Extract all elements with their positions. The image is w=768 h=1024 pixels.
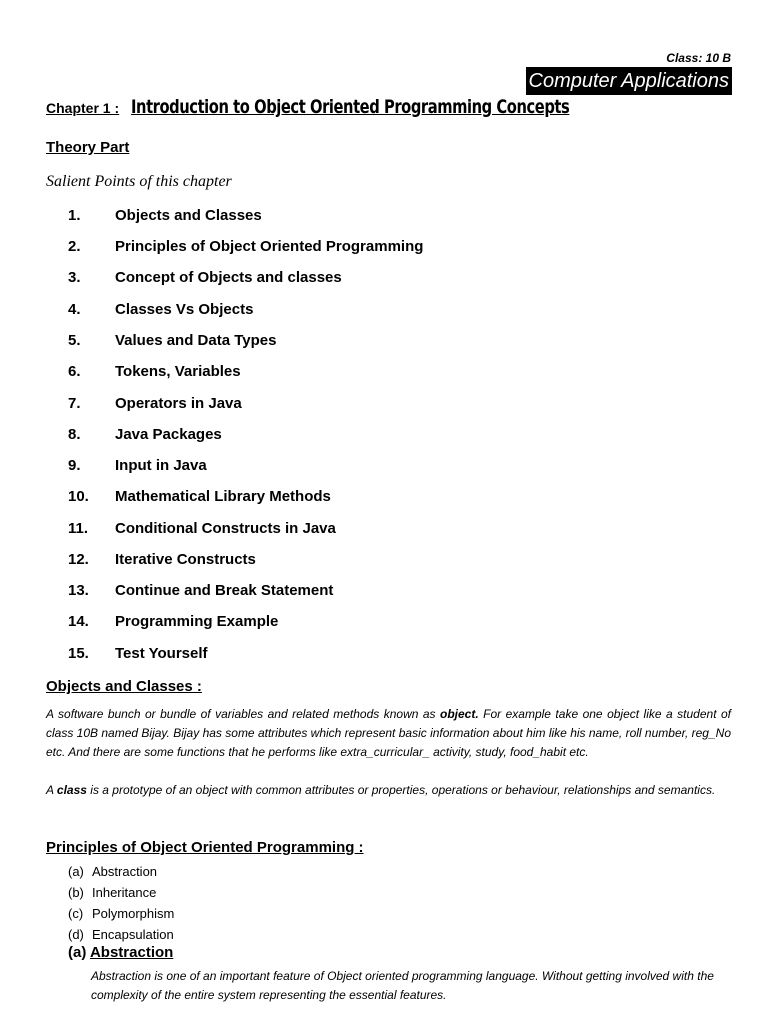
abstraction-paragraph: Abstraction is one of an important feature of Object oriented programming language. Without getting involved with the complexity of the entire system representing the essential features. <box>91 969 714 1002</box>
principles-heading: Principles of Object Oriented Programming : <box>46 839 364 856</box>
class-paragraph: A class is a prototype of an object with common attributes or properties, operations or behaviour, relationships and semantics. <box>46 783 716 797</box>
objects-classes-heading: Objects and Classes : <box>46 678 202 695</box>
chapter-heading <box>46 96 641 118</box>
theory-heading: Theory Part <box>46 139 130 156</box>
list-item: (d) Encapsulation <box>68 927 174 942</box>
document-page: Class: 10 B Computer Applications Chapter 1 : Introduction to Object Oriented Programming Concepts Theory Part Salient Points of this chapter 1. Objects and Classes 2. Principles of Object Oriented Programming 3. Concept of Objects and classes 4. Classes Vs Objects 5. Values and Data Types 6. Tokens, Variables 7. Operators in Java 8. Java Packages 9. Input in Java 10. Mathematical Library Methods 11. Conditional Constructs in Java 12. Iterative Constructs 13. Continue and Break Statement 14. Programming Example 15. Test Yourself Objects and Classes : A software bunch or bundle of variables and related methods known as object. For example take one object like a student of class 10B named Bijay. Bijay has some attributes which represent basic information about him like his name, roll number, reg_No etc. And there are some functions that he performs like extra_curricular_ activity, study, food_habit etc. A class is a prototype of an object with common attributes or properties, operations or behaviour, relationships and semantics. Principles of Object Oriented Programming : (a) Abstraction (b) Inheritance (c) Polymorphism (d) Encapsulation (a) Abstraction Abstraction is one of an important feature of Object oriented programming language. Without getting involved with the complexity of the entire system representing the essential features. <box>0 0 768 1024</box>
chapter-title: Introduction to Object Oriented Programming Concepts <box>131 96 570 118</box>
list-item: (a) Abstraction <box>68 864 158 879</box>
list-item: (b) Inheritance <box>68 885 157 900</box>
class-label: Class: 10 B <box>666 51 731 65</box>
list-item: (c) Polymorphism <box>68 906 175 921</box>
chapter-prefix: Chapter 1 : <box>46 100 120 116</box>
objects-paragraph: A software bunch or bundle of variables and related methods known as object. For example take one object like a student of class 10B named Bijay. Bijay has some attributes which represent basic information about him like his name, roll number, reg_No etc. And there are some functions that he performs like extra_curricular_ activity, study, food_habit etc. <box>46 707 731 759</box>
abstraction-heading: (a) Abstraction <box>68 944 174 961</box>
subject-banner: Computer Applications <box>526 67 732 95</box>
principles-list <box>68 861 174 945</box>
salient-heading: Salient Points of this chapter <box>46 173 232 190</box>
